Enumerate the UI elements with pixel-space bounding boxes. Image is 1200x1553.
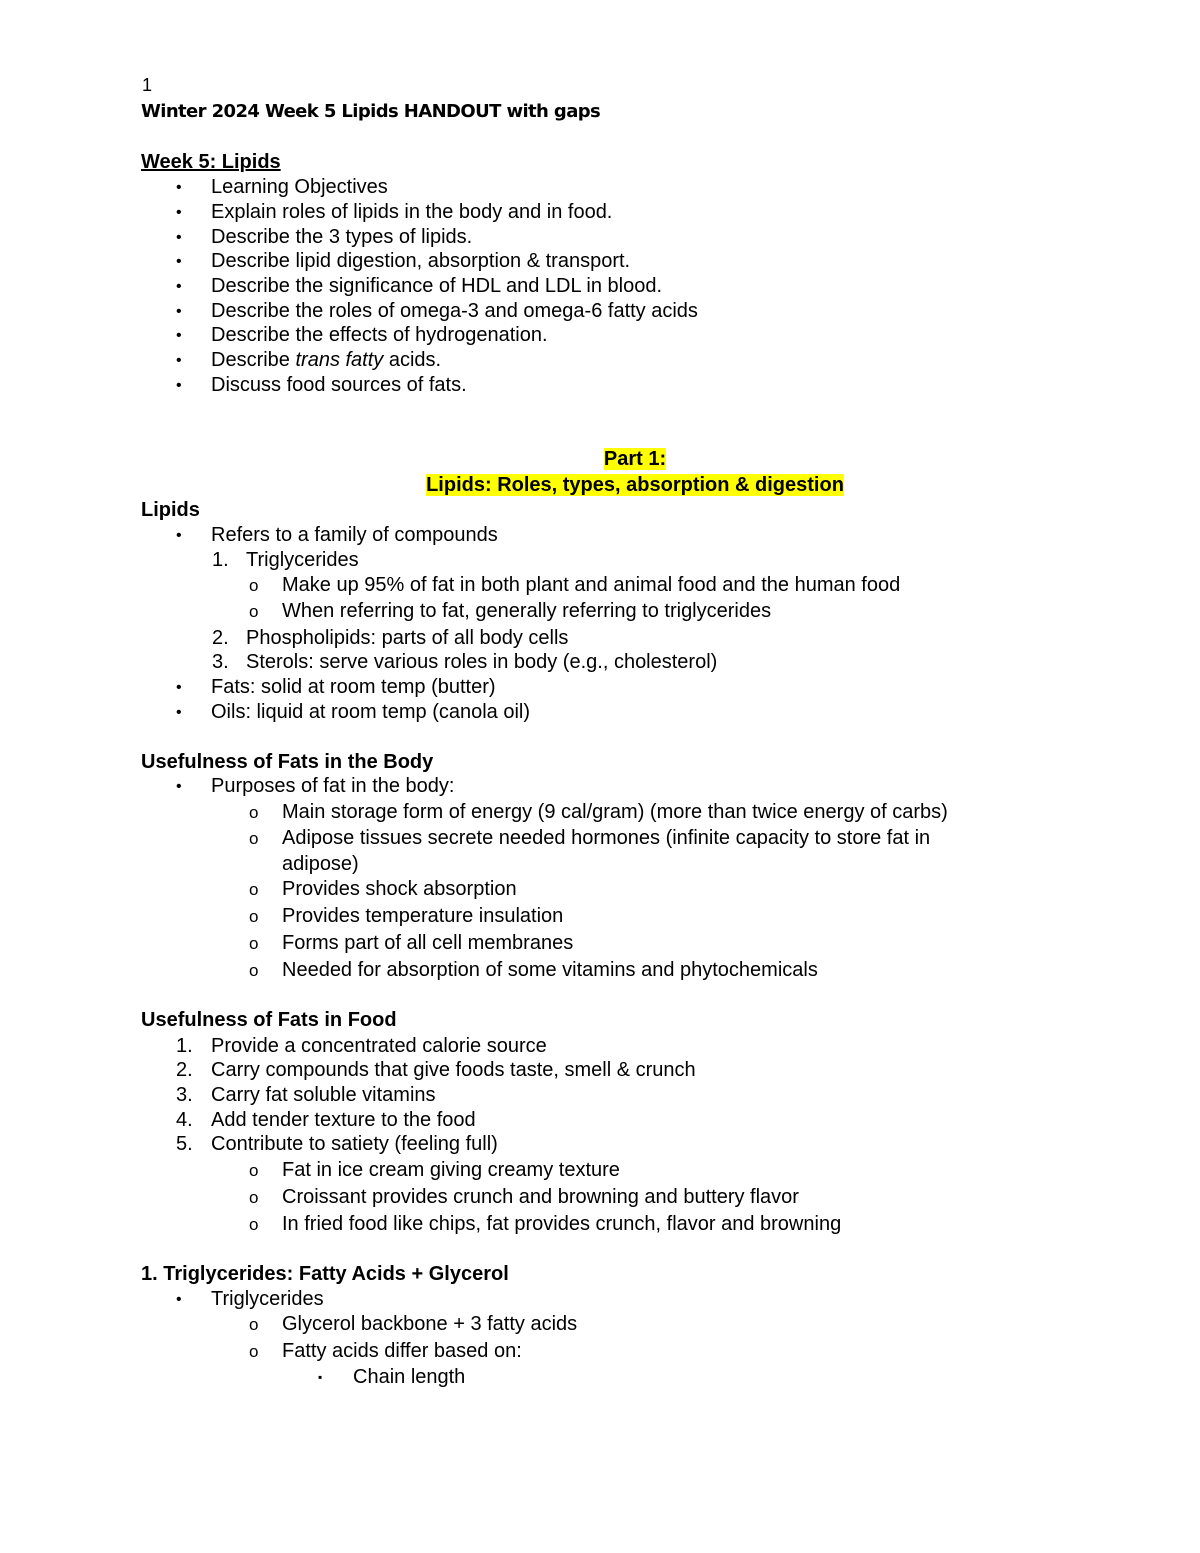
body-purpose: Provides shock absorption — [282, 878, 517, 900]
circle-bullet-icon: o — [249, 1188, 259, 1207]
food-item: Add tender texture to the food — [211, 1109, 476, 1131]
list-number: 5. — [176, 1133, 193, 1155]
list-number: 1. — [176, 1035, 193, 1057]
document-title: Winter 2024 Week 5 Lipids HANDOUT with gaps — [141, 101, 601, 122]
fats-definition: Fats: solid at room temp (butter) — [211, 676, 496, 698]
satiety-example: Croissant provides crunch and browning and buttery flavor — [282, 1186, 799, 1208]
lipid-type: Triglycerides — [246, 549, 359, 571]
body-purpose-continued: adipose) — [282, 853, 359, 875]
bullet-icon: • — [176, 778, 182, 795]
circle-bullet-icon: o — [249, 934, 259, 953]
satiety-example: In fried food like chips, fat provides crunch, flavor and browning — [282, 1213, 842, 1235]
body-purpose: Provides temperature insulation — [282, 905, 564, 927]
lipids-bullet: Refers to a family of compounds — [211, 524, 498, 546]
body-purpose: Main storage form of energy (9 cal/gram) (more than twice energy of carbs) — [282, 801, 948, 823]
page-number: 1 — [142, 75, 153, 95]
satiety-example: Fat in ice cream giving creamy texture — [282, 1159, 620, 1181]
objective-item: Describe the significance of HDL and LDL in blood. — [211, 275, 662, 297]
circle-bullet-icon: o — [249, 1315, 259, 1334]
body-purpose: Needed for absorption of some vitamins and phytochemicals — [282, 959, 818, 981]
body-heading: Usefulness of Fats in the Body — [141, 751, 434, 773]
food-item: Contribute to satiety (feeling full) — [211, 1133, 498, 1155]
triglyceride-structure: Fatty acids differ based on: — [282, 1340, 522, 1362]
bullet-icon: • — [176, 278, 182, 295]
lipids-heading: Lipids — [141, 499, 200, 521]
bullet-icon: • — [176, 253, 182, 270]
bullet-icon: • — [176, 704, 182, 721]
objective-item: Describe the effects of hydrogenation. — [211, 324, 548, 346]
circle-bullet-icon: o — [249, 803, 259, 822]
circle-bullet-icon: o — [249, 1161, 259, 1180]
list-number: 3. — [176, 1084, 193, 1106]
bullet-icon: • — [176, 229, 182, 246]
body-purpose: Forms part of all cell membranes — [282, 932, 574, 954]
triglycerides-bullet: Triglycerides — [211, 1288, 324, 1310]
trans-prefix: Describe — [211, 349, 296, 371]
week-heading: Week 5: Lipids — [141, 151, 281, 173]
food-item: Carry fat soluble vitamins — [211, 1084, 436, 1106]
circle-bullet-icon: o — [249, 1342, 259, 1361]
circle-bullet-icon: o — [249, 576, 259, 595]
lipid-type: Sterols: serve various roles in body (e.g., cholesterol) — [246, 651, 718, 673]
circle-bullet-icon: o — [249, 829, 259, 848]
square-bullet-icon: ▪ — [318, 1370, 323, 1384]
triglycerides-heading: 1. Triglycerides: Fatty Acids + Glycerol — [141, 1263, 509, 1285]
bullet-icon: • — [176, 527, 182, 544]
list-number: 1. — [212, 549, 229, 571]
list-number: 4. — [176, 1109, 193, 1131]
circle-bullet-icon: o — [249, 961, 259, 980]
list-number: 2. — [212, 627, 229, 649]
objective-item: Describe the 3 types of lipids. — [211, 226, 473, 248]
bullet-icon: • — [176, 327, 182, 344]
body-purpose: Adipose tissues secrete needed hormones (infinite capacity to store fat in — [282, 827, 931, 849]
triglyceride-note: When referring to fat, generally referring to triglycerides — [282, 600, 772, 622]
bullet-icon: • — [176, 1291, 182, 1308]
triglyceride-note: Make up 95% of fat in both plant and animal food and the human food — [282, 574, 901, 596]
bullet-icon: • — [176, 204, 182, 221]
list-number: 3. — [212, 651, 229, 673]
oils-definition: Oils: liquid at room temp (canola oil) — [211, 701, 531, 723]
part-heading-line1: Part 1: — [603, 448, 667, 470]
part-subheading — [0, 473, 1200, 498]
body-bullet: Purposes of fat in the body: — [211, 775, 455, 797]
circle-bullet-icon: o — [249, 1215, 259, 1234]
food-item: Provide a concentrated calorie source — [211, 1035, 547, 1057]
objectives-heading: Learning Objectives — [211, 176, 388, 198]
objective-item: Discuss food sources of fats. — [211, 374, 467, 396]
objective-item: Describe the roles of omega-3 and omega-6 fatty acids — [211, 300, 698, 322]
circle-bullet-icon: o — [249, 907, 259, 926]
bullet-icon: • — [176, 179, 182, 196]
circle-bullet-icon: o — [249, 880, 259, 899]
trans-italic: trans fatty — [295, 349, 384, 371]
lipid-type: Phospholipids: parts of all body cells — [246, 627, 569, 649]
part-heading-line2: Lipids: Roles, types, absorption & digestion — [426, 474, 844, 496]
bullet-icon: • — [176, 679, 182, 696]
bullet-icon: • — [176, 377, 182, 394]
circle-bullet-icon: o — [249, 602, 259, 621]
objective-item: Describe lipid digestion, absorption & transport. — [211, 250, 631, 272]
food-heading: Usefulness of Fats in Food — [141, 1009, 397, 1031]
bullet-icon: • — [176, 303, 182, 320]
objective-item: Explain roles of lipids in the body and in food. — [211, 201, 613, 223]
trans-suffix: acids. — [383, 349, 442, 371]
objective-item-trans — [211, 348, 441, 373]
food-item: Carry compounds that give foods taste, smell & crunch — [211, 1059, 696, 1081]
bullet-icon: • — [176, 352, 182, 369]
part-heading — [0, 447, 1200, 472]
triglyceride-structure: Glycerol backbone + 3 fatty acids — [282, 1313, 578, 1335]
fatty-acid-factor: Chain length — [353, 1366, 466, 1388]
list-number: 2. — [176, 1059, 193, 1081]
